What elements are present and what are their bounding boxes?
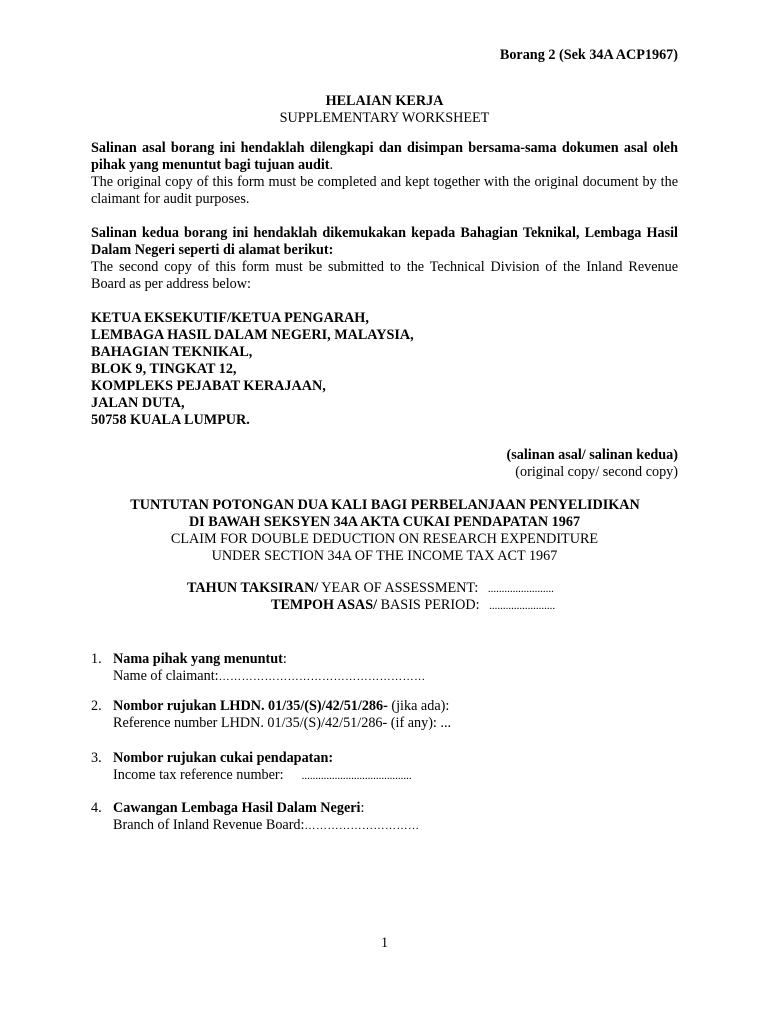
address-block [91, 310, 414, 429]
item-label-my-suffix: (jika ada): [387, 698, 450, 714]
lhdn-reference-field[interactable]: ... [440, 715, 452, 731]
list-item [91, 698, 678, 732]
item-label-my-suffix: : [360, 800, 365, 816]
address-line: KETUA EKSEKUTIF/KETUA PENGARAH, [91, 310, 369, 326]
item-number: 2. [91, 698, 102, 714]
address-line: 50758 KUALA LUMPUR. [91, 412, 250, 428]
list-item [91, 800, 678, 834]
item-label-my: Nama pihak yang menuntut [113, 651, 283, 667]
item-label-my: Cawangan Lembaga Hasil Dalam Negeri [113, 800, 361, 816]
item-label-en: Branch of Inland Revenue Board: [113, 817, 305, 833]
instruction-second-my: Salinan kedua borang ini hendaklah dikemukakan kepada Bahagian Teknikal, Lembaga Hasil Dalam Negeri seperti di alamat berikut: [91, 225, 678, 258]
item-label-en: Name of claimant: [113, 668, 219, 684]
year-value-field[interactable]: ........................ [487, 583, 554, 595]
branch-field[interactable]: ………………………… [304, 820, 420, 832]
instruction-second-en: The second copy of this form must be submitted to the Technical Division of the Inland Revenue Board as per address below: [91, 259, 678, 292]
item-label-my-suffix: : [282, 651, 287, 667]
instruction-original-my-suffix: . [329, 157, 334, 173]
basis-label-en: BASIS PERIOD: [377, 597, 480, 613]
title-en: SUPPLEMENTARY WORKSHEET [279, 110, 490, 126]
copy-label-my: (salinan asal/ salinan kedua) [506, 447, 678, 463]
address-line: BLOK 9, TINGKAT 12, [91, 361, 237, 377]
form-page [91, 0, 678, 1024]
list-item [91, 651, 678, 685]
instruction-original-copy [91, 140, 678, 208]
item-label-my: Nombor rujukan cukai pendapatan: [113, 750, 334, 766]
claim-title-en-1: CLAIM FOR DOUBLE DEDUCTION ON RESEARCH EXPENDITURE [170, 531, 599, 547]
item-number: 3. [91, 750, 102, 766]
instruction-original-my: Salinan asal borang ini hendaklah dilengkapi dan disimpan bersama-sama dokumen asal oleh pihak yang menuntut bagi tujuan audit [91, 140, 678, 173]
form-code: Borang 2 (Sek 34A ACP1967) [499, 47, 678, 63]
year-label-en: YEAR OF ASSESSMENT: [318, 580, 479, 596]
claim-title-en-2: UNDER SECTION 34A OF THE INCOME TAX ACT 1967 [211, 548, 558, 564]
item-number: 1. [91, 651, 102, 667]
year-label-my: TAHUN TAKSIRAN/ [187, 580, 319, 596]
claim-title-my-1: TUNTUTAN POTONGAN DUA KALI BAGI PERBELANJAAN PENYELIDIKAN [130, 497, 640, 513]
address-line: LEMBAGA HASIL DALAM NEGERI, MALAYSIA, [91, 327, 414, 343]
basis-label-my: TEMPOH ASAS/ [271, 597, 378, 613]
item-label-en: Reference number LHDN. 01/35/(S)/42/51/286- (if any): [113, 715, 437, 731]
claimant-name-field[interactable]: ……………………………………………… [218, 671, 426, 683]
item-number: 4. [91, 800, 102, 816]
page-number: 1 [380, 935, 389, 951]
title-my: HELAIAN KERJA [325, 93, 444, 109]
list-item [91, 750, 678, 784]
copy-label-en: (original copy/ second copy) [515, 464, 678, 480]
address-line: KOMPLEKS PEJABAT KERAJAAN, [91, 378, 326, 394]
address-line: BAHAGIAN TEKNIKAL, [91, 344, 253, 360]
basis-value-field[interactable]: ........................ [489, 600, 556, 612]
item-label-my: Nombor rujukan LHDN. 01/35/(S)/42/51/286- [113, 698, 388, 714]
year-of-assessment-row [187, 580, 554, 598]
basis-period-row [271, 597, 555, 615]
item-label-en: Income tax reference number: [113, 767, 284, 783]
instruction-second-copy [91, 225, 678, 293]
address-line: JALAN DUTA, [91, 395, 185, 411]
instruction-original-en: The original copy of this form must be completed and kept together with the original document by the claimant for audit purposes. [91, 174, 678, 207]
claim-title-my-2: DI BAWAH SEKSYEN 34A AKTA CUKAI PENDAPATAN 1967 [188, 514, 581, 530]
income-tax-reference-field[interactable]: ........................................ [301, 770, 412, 782]
